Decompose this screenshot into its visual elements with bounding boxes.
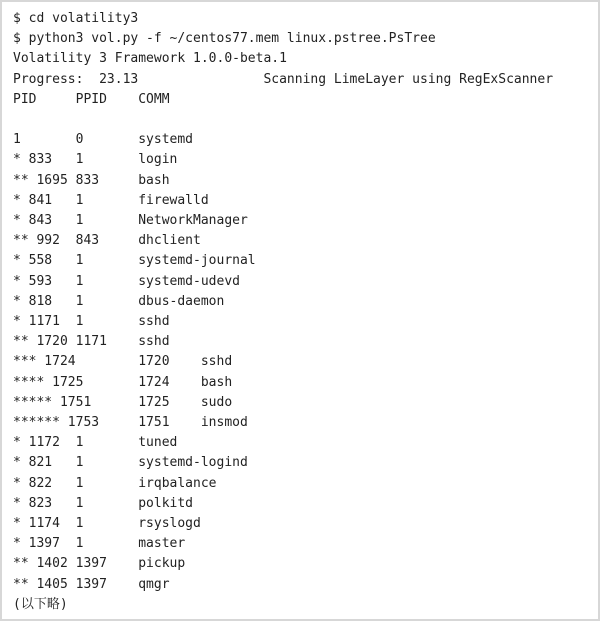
process-row: **** 1725 1724 bash — [13, 374, 233, 390]
process-row: ** 992 843 dhclient — [13, 233, 201, 249]
process-row: * 843 1 NetworkManager — [13, 213, 248, 229]
table-header-line: PID PPID COMM — [13, 91, 170, 107]
process-row: ***** 1751 1725 sudo — [13, 394, 233, 410]
process-row: ****** 1753 1751 insmod — [13, 415, 248, 431]
process-row: *** 1724 1720 sshd — [13, 354, 233, 370]
process-row: * 821 1 systemd-logind — [13, 455, 248, 471]
process-row: ** 1720 1171 sshd — [13, 334, 170, 350]
footer-line: (以下略) — [13, 596, 68, 612]
process-row: * 1397 1 master — [13, 536, 186, 552]
process-row: * 833 1 login — [13, 152, 178, 168]
process-row: * 818 1 dbus-daemon — [13, 293, 225, 309]
process-row: ** 1402 1397 pickup — [13, 556, 186, 572]
process-row: ** 1695 833 bash — [13, 172, 170, 188]
process-row: 1 0 systemd — [13, 132, 194, 148]
process-row: * 1174 1 rsyslogd — [13, 516, 201, 532]
process-row: * 823 1 polkitd — [13, 495, 194, 511]
process-row: * 593 1 systemd-udevd — [13, 273, 240, 289]
banner-line: Volatility 3 Framework 1.0.0-beta.1 — [13, 51, 287, 67]
process-row: ** 1405 1397 qmgr — [13, 576, 170, 592]
process-row: * 558 1 systemd-journal — [13, 253, 256, 269]
command-line: $ cd volatility3 — [13, 11, 139, 26]
terminal-output — [13, 9, 592, 615]
process-row: * 1172 1 tuned — [13, 435, 178, 451]
process-row: * 1171 1 sshd — [13, 314, 170, 330]
process-row: * 822 1 irqbalance — [13, 475, 217, 491]
blank-line — [13, 110, 592, 130]
progress-line: Progress: 23.13 Scanning LimeLayer using RegExScanner — [13, 71, 554, 87]
command-line: $ python3 vol.py -f ~/centos77.mem linux.pstree.PsTree — [13, 31, 436, 47]
process-row: * 841 1 firewalld — [13, 192, 209, 208]
